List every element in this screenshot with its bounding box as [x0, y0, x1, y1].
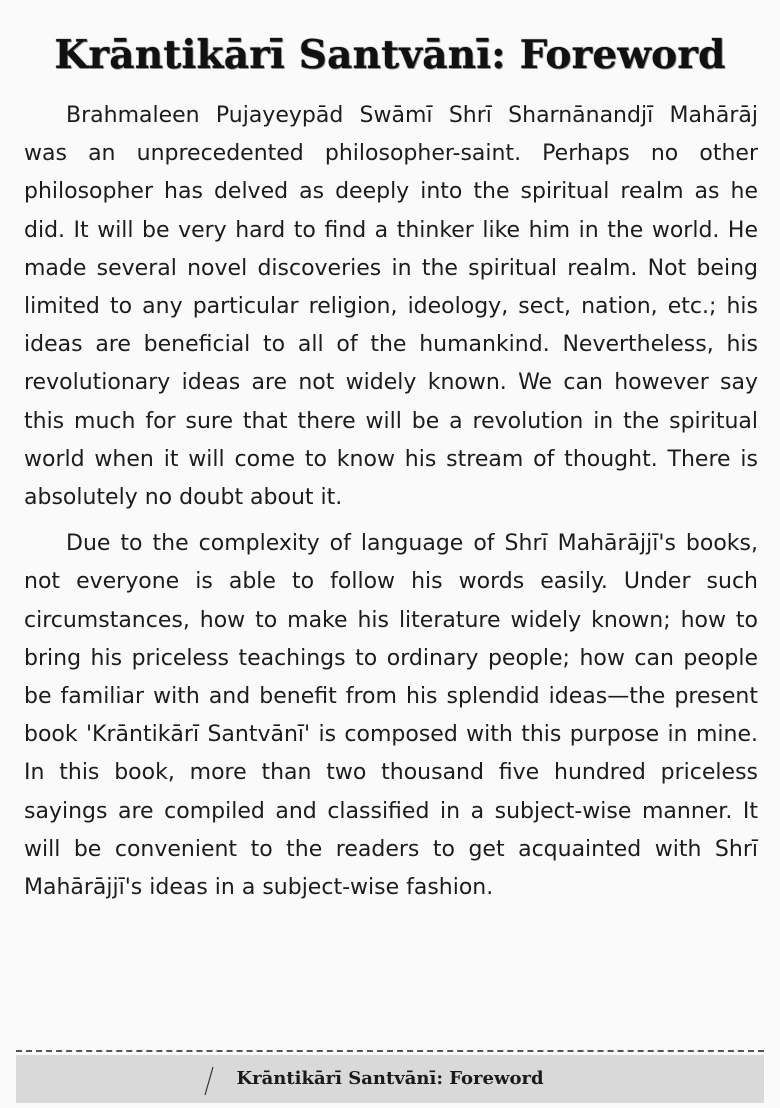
page-title: Krāntikārī Santvānī: Foreword [54, 32, 726, 79]
running-footer-title: Krāntikārī Santvānī: Foreword [236, 1068, 544, 1089]
paragraph-1: Brahmaleen Pujayeypād Swāmī Shrī Sharnānandjī Mahārāj was an unprecedented philosopher-saint. Perhaps no other philosopher has delved as deeply into the spiritual realm as he did. It will be very hard to find a thinker like him in the world. He made several novel discoveries in the spiritual realm. Not being limited to any particular religion, ideology, sect, nation, etc.; his ideas are beneficial to all of the humankind. Nevertheless, his revolutionary ideas are not widely known. We can however say this much for sure that there will be a revolution in the spiritual world when it will come to know his stream of thought. There is absolutely no doubt about it. [24, 103, 758, 511]
body-text [24, 97, 758, 915]
paragraph-2: Due to the complexity of language of Shrī Mahārājjī's books, not everyone is able to follow his words easily. Under such circumstances, how to make his literature widely known; how to bring his priceless teachings to ordinary people; how can people be familiar with and benefit from his splendid ideas—the present book 'Krāntikārī Santvānī' is composed with this purpose in mine. In this book, more than two thousand five hundred priceless sayings are compiled and classified in a subject-wise manner. It will be convenient to the readers to get acquainted with Shrī Mahārājjī's ideas in a subject-wise fashion. [24, 531, 758, 901]
footer-divider [16, 1050, 764, 1052]
